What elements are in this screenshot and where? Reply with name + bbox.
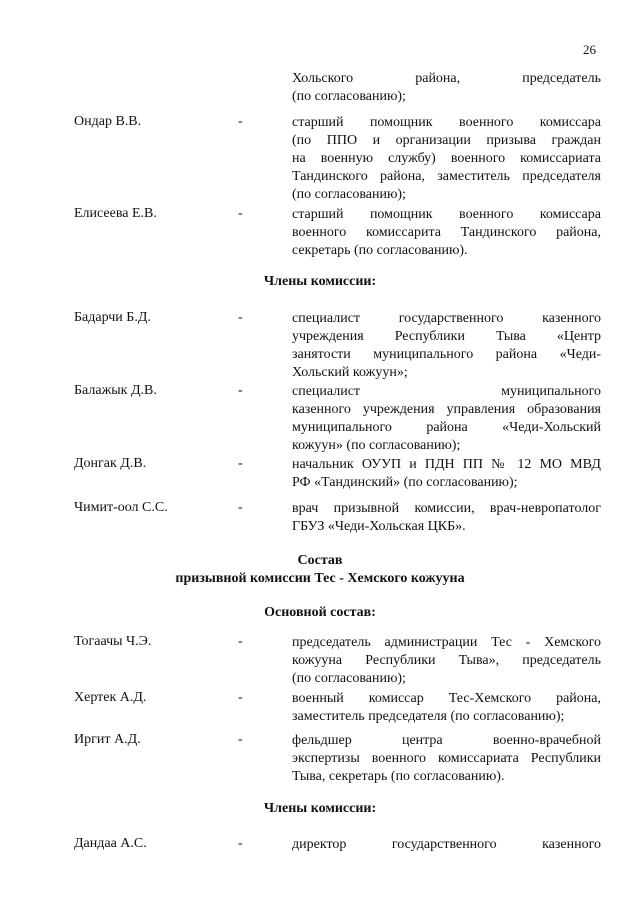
description-line: специалист государственного казенного xyxy=(292,311,601,326)
description-line: муниципального района «Чеди-Хольский xyxy=(292,420,601,435)
dash-separator: - xyxy=(238,500,243,515)
description-line: секретарь (по согласованию). xyxy=(292,243,468,258)
entry-description xyxy=(292,732,601,786)
section-title xyxy=(0,552,640,588)
dash-separator: - xyxy=(238,114,243,129)
dash-separator: - xyxy=(238,206,243,221)
section-title-line: Состав xyxy=(297,553,343,568)
section-subheading: Основной состав: xyxy=(264,605,376,620)
dash-separator: - xyxy=(238,732,243,747)
entry-description xyxy=(292,310,601,382)
page-number: 26 xyxy=(583,42,596,57)
description-line: военного комиссарита Тандинского района, xyxy=(292,225,601,240)
section-subheading: Члены комиссии: xyxy=(263,801,377,816)
description-line: казенного учреждения управления образования xyxy=(292,402,601,417)
member-name: Ондар В.В. xyxy=(74,114,142,129)
description-line: Хольский кожуун»; xyxy=(292,365,408,380)
description-line: кожууна Республики Тыва», председатель xyxy=(292,653,601,668)
member-name: Бадарчи Б.Д. xyxy=(74,310,151,325)
description-line: учреждения Республики Тыва «Центр xyxy=(292,329,601,344)
member-name: Дандаа А.С. xyxy=(74,836,147,851)
entry-description xyxy=(292,383,601,455)
description-line: Хольского района, председатель xyxy=(292,71,601,86)
description-line: Тандинского района, заместитель председателя xyxy=(292,169,601,184)
dash-separator: - xyxy=(238,310,243,325)
description-line: (по ППО и организации призыва граждан xyxy=(292,133,601,148)
dash-separator: - xyxy=(238,456,243,471)
entry-description xyxy=(292,634,601,688)
member-name: Елисеева Е.В. xyxy=(74,206,157,221)
description-line: заместитель председателя (по согласованию); xyxy=(292,709,565,724)
description-line: (по согласованию); xyxy=(292,671,406,686)
description-line: Тыва, секретарь (по согласованию). xyxy=(292,769,505,784)
entry-description xyxy=(292,836,601,854)
entry-description xyxy=(292,70,601,106)
description-line: старший помощник военного комиссара xyxy=(292,115,601,130)
dash-separator: - xyxy=(238,383,243,398)
entry-description xyxy=(292,500,601,536)
description-line: занятости муниципального района «Чеди- xyxy=(292,347,601,362)
description-line: начальник ОУУП и ПДН ПП № 12 МО МВД xyxy=(292,457,601,472)
dash-separator: - xyxy=(238,836,243,851)
description-line: РФ «Тандинский» (по согласованию); xyxy=(292,475,518,490)
entry-description xyxy=(292,690,601,726)
description-line: военный комиссар Тес-Хемского района, xyxy=(292,691,601,706)
entry-description xyxy=(292,114,601,204)
member-name: Балажык Д.В. xyxy=(74,383,157,398)
description-line: специалист муниципального xyxy=(292,384,601,399)
description-line: старший помощник военного комиссара xyxy=(292,207,601,222)
description-line: ГБУЗ «Чеди-Хольская ЦКБ». xyxy=(292,519,466,534)
description-line: председатель администрации Тес - Хемского xyxy=(292,635,601,650)
description-line: врач призывной комиссии, врач-невропатолог xyxy=(292,501,601,516)
description-line: (по согласованию); xyxy=(292,89,406,104)
dash-separator: - xyxy=(238,634,243,649)
entry-description xyxy=(292,206,601,260)
member-name: Хертек А.Д. xyxy=(74,690,147,705)
member-name: Донгак Д.В. xyxy=(74,456,147,471)
section-subheading: Члены комиссии: xyxy=(263,274,377,289)
description-line: директор государственного казенного xyxy=(292,837,601,852)
member-name: Иргит А.Д. xyxy=(74,732,141,747)
section-title-line: призывной комиссии Тес - Хемского кожууна xyxy=(175,571,465,586)
member-name: Тогаачы Ч.Э. xyxy=(74,634,152,649)
description-line: (по согласованию); xyxy=(292,187,406,202)
entry-description xyxy=(292,456,601,492)
member-name: Чимит-оол С.С. xyxy=(74,500,168,515)
description-line: кожуун» (по согласованию); xyxy=(292,438,461,453)
description-line: экспертизы военного комиссариата Республики xyxy=(292,751,601,766)
dash-separator: - xyxy=(238,690,243,705)
description-line: фельдшер центра военно-врачебной xyxy=(292,733,601,748)
description-line: на военную службу) военного комиссариата xyxy=(292,151,601,166)
